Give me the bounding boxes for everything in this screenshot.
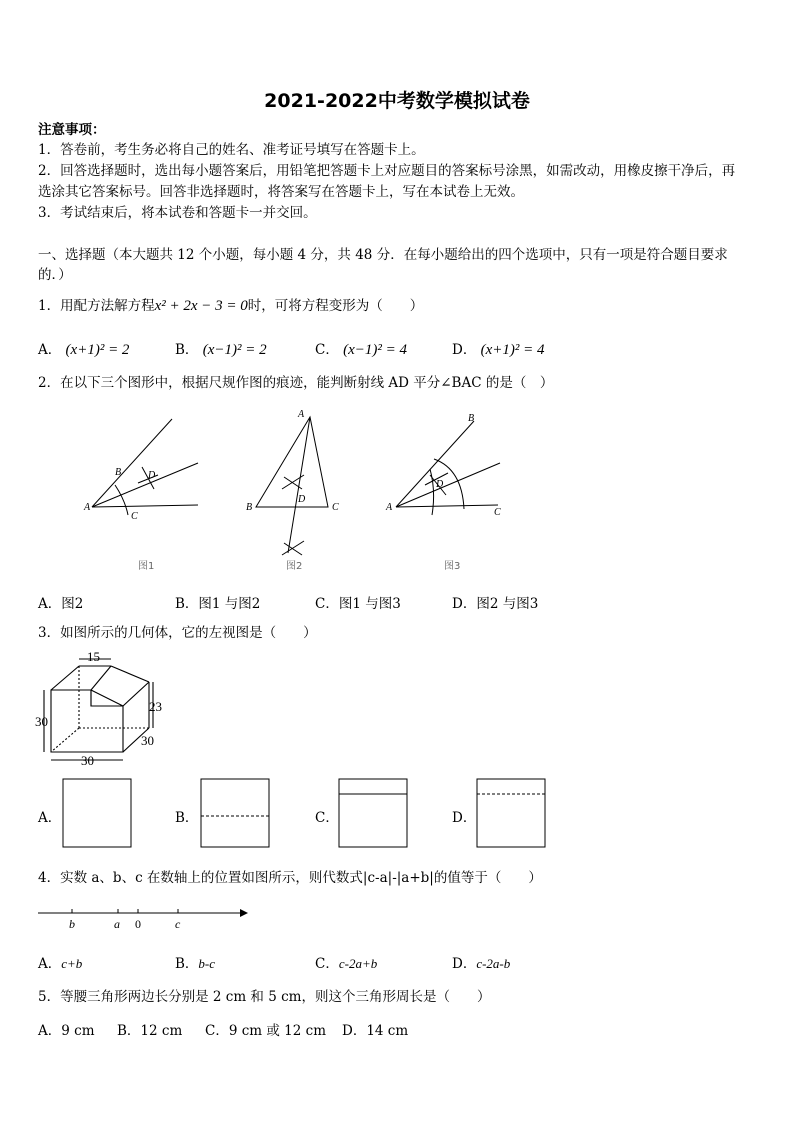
q3-option-d-view[interactable] (476, 778, 548, 850)
dim-depth-label: 30 (141, 733, 154, 748)
triangle-abc (256, 417, 328, 507)
q3-option-c-label[interactable]: C． (315, 810, 339, 826)
option-label: B． (175, 596, 199, 612)
q2-option-d[interactable] (452, 592, 538, 612)
q1-option-a[interactable] (38, 338, 129, 359)
q5-option-b[interactable] (117, 1019, 182, 1039)
q2-option-b[interactable] (175, 592, 260, 612)
label-c: C (332, 502, 339, 513)
option-text: b-c (198, 956, 216, 971)
option-label: B． (117, 1023, 141, 1039)
dim-right-label: 23 (149, 699, 162, 714)
axis-label-0: 0 (135, 917, 141, 931)
notes-heading: 注意事项： (38, 122, 106, 138)
edge-slope-back (111, 666, 149, 682)
option-label: B． (175, 342, 199, 358)
q1-option-c[interactable] (315, 338, 407, 359)
ray-ab (92, 419, 172, 507)
q5-option-d[interactable] (342, 1019, 408, 1039)
option-label: A． (38, 956, 62, 972)
q2-option-a[interactable] (38, 592, 83, 612)
option-label: A． (38, 342, 62, 358)
question-4-stem: 4．实数 a、b、c 在数轴上的位置如图所示，则代数式|c-a|-|a+b|的值等于（ ） (38, 870, 542, 886)
label-d: D (436, 479, 444, 490)
label-c: C (494, 507, 501, 518)
dim-top-label: 15 (87, 649, 100, 664)
q3-option-b-label[interactable]: B． (175, 810, 199, 826)
label-b: B (246, 502, 253, 513)
figure-3 (396, 421, 500, 515)
q3-option-d-label[interactable]: D． (452, 810, 477, 826)
question-1-suffix: 时，可将方程变形为（ ） (247, 298, 424, 314)
q4-option-d[interactable] (452, 952, 510, 972)
tick-4 (282, 541, 304, 555)
label-d: D (298, 494, 306, 505)
note-item-3: 3．考试结束后，将本试卷和答题卡一并交回。 (38, 205, 317, 221)
label-b: B (468, 413, 475, 424)
figure-2-caption: 图2 (286, 561, 303, 572)
page-title: 2021-2022中考数学模拟试卷 (264, 90, 530, 112)
q4-number-line (36, 900, 248, 936)
option-text: 9 cm 或 12 cm (228, 1023, 327, 1039)
q5-option-c[interactable] (205, 1019, 326, 1039)
dim-bottom-label: 30 (81, 753, 94, 768)
option-label: B． (175, 956, 199, 972)
ray-ad (92, 463, 198, 507)
option-text: 图2 (61, 596, 84, 612)
label-d: D (148, 470, 156, 481)
note-item-1: 1．答卷前，考生务必将自己的姓名、准考证号填写在答题卡上。 (38, 142, 425, 158)
option-label: A． (38, 596, 62, 612)
label-a: A (84, 502, 91, 513)
q3-option-b-view[interactable] (200, 778, 272, 850)
option-text: (x−1)² = 4 (343, 342, 408, 358)
option-label: D． (342, 1023, 367, 1039)
question-2-stem: 2．在以下三个图形中，根据尺规作图的痕迹，能判断射线 AD 平分∠BAC 的是（ ） (38, 375, 554, 391)
dim-left-label: 30 (35, 714, 48, 729)
option-label: C． (315, 342, 339, 358)
option-text: c-2a+b (338, 956, 378, 971)
note-item-2: 2．回答选择题时，选出每小题答案后，用铅笔把答题卡上对应题目的答案标号涂黑，如需改动，用橡皮擦干净后，再 (38, 163, 736, 179)
option-text: (x+1)² = 4 (480, 342, 545, 358)
ray-ac (396, 505, 498, 507)
option-label: D． (452, 596, 477, 612)
q4-option-b[interactable] (175, 952, 215, 972)
option-label: C． (205, 1023, 229, 1039)
label-b: B (115, 467, 122, 478)
option-text: 9 cm (61, 1023, 95, 1039)
option-text: 图2 与图3 (476, 596, 539, 612)
q3-option-c-view[interactable] (338, 778, 410, 850)
option-text: 14 cm (366, 1023, 409, 1039)
front-face (51, 690, 123, 752)
q3-solid-figure (35, 648, 170, 770)
option-text: 12 cm (140, 1023, 183, 1039)
q1-option-b[interactable] (175, 338, 267, 359)
edge-slope (91, 690, 123, 706)
option-text: (x−1)² = 2 (202, 342, 267, 358)
question-1-equation: x² + 2x − 3 = 0 (154, 298, 248, 314)
question-1-stem (38, 296, 423, 316)
question-3-stem: 3．如图所示的几何体，它的左视图是（ ） (38, 625, 317, 641)
option-text: 图1 与图2 (198, 596, 261, 612)
edge-top-left (51, 666, 79, 690)
ray-ad (396, 463, 500, 507)
q3-option-a-label[interactable]: A． (38, 810, 62, 826)
edge-right-top (123, 682, 149, 706)
q5-option-a[interactable] (38, 1019, 95, 1039)
label-a: A (298, 409, 305, 420)
note-item-2-cont: 选涂其它答案标号。回答非选择题时，将答案写在答题卡上，写在本试卷上无效。 (38, 184, 524, 200)
q1-option-d[interactable] (452, 338, 545, 359)
ray-ac (92, 505, 198, 507)
option-label: A． (38, 1023, 62, 1039)
q3-option-a-view[interactable] (62, 778, 134, 850)
axis-label-a: a (114, 917, 120, 931)
question-5-stem: 5．等腰三角形两边长分别是 2 cm 和 5 cm，则这个三角形周长是（ ） (38, 989, 491, 1005)
q4-option-a[interactable] (38, 952, 82, 972)
question-1-prefix: 1．用配方法解方程 (38, 298, 155, 314)
figure-3-caption: 图3 (444, 561, 461, 572)
q4-option-c[interactable] (315, 952, 377, 972)
option-label: D． (452, 956, 477, 972)
section-heading: 一、选择题（本大题共 12 个小题，每小题 4 分，共 48 分．在每小题给出的四个选项中，只有一项是符合题目要求 (38, 247, 728, 263)
line-ad (288, 417, 310, 553)
figure-1 (92, 419, 198, 515)
option-label: D． (452, 342, 477, 358)
option-text: 图1 与图3 (338, 596, 401, 612)
figure-2 (256, 417, 328, 555)
axis-label-b: b (69, 917, 75, 931)
option-label: C． (315, 956, 339, 972)
axis-arrow (240, 909, 248, 917)
hidden-bottom-left (51, 728, 79, 752)
arc-1 (115, 485, 128, 515)
q2-figures (70, 405, 530, 575)
option-text: c+b (61, 956, 83, 971)
tick-3 (284, 543, 302, 555)
section-heading-cont: 的．） (38, 267, 72, 283)
edge-top-mid (91, 666, 111, 690)
axis-label-c: c (175, 917, 181, 931)
tick-2 (282, 475, 304, 489)
label-a: A (386, 502, 393, 513)
option-text: (x+1)² = 2 (65, 342, 130, 358)
option-label: C． (315, 596, 339, 612)
option-text: c-2a-b (476, 956, 511, 971)
q2-option-c[interactable] (315, 592, 401, 612)
label-c: C (131, 511, 138, 522)
figure-1-caption: 图1 (138, 561, 155, 572)
